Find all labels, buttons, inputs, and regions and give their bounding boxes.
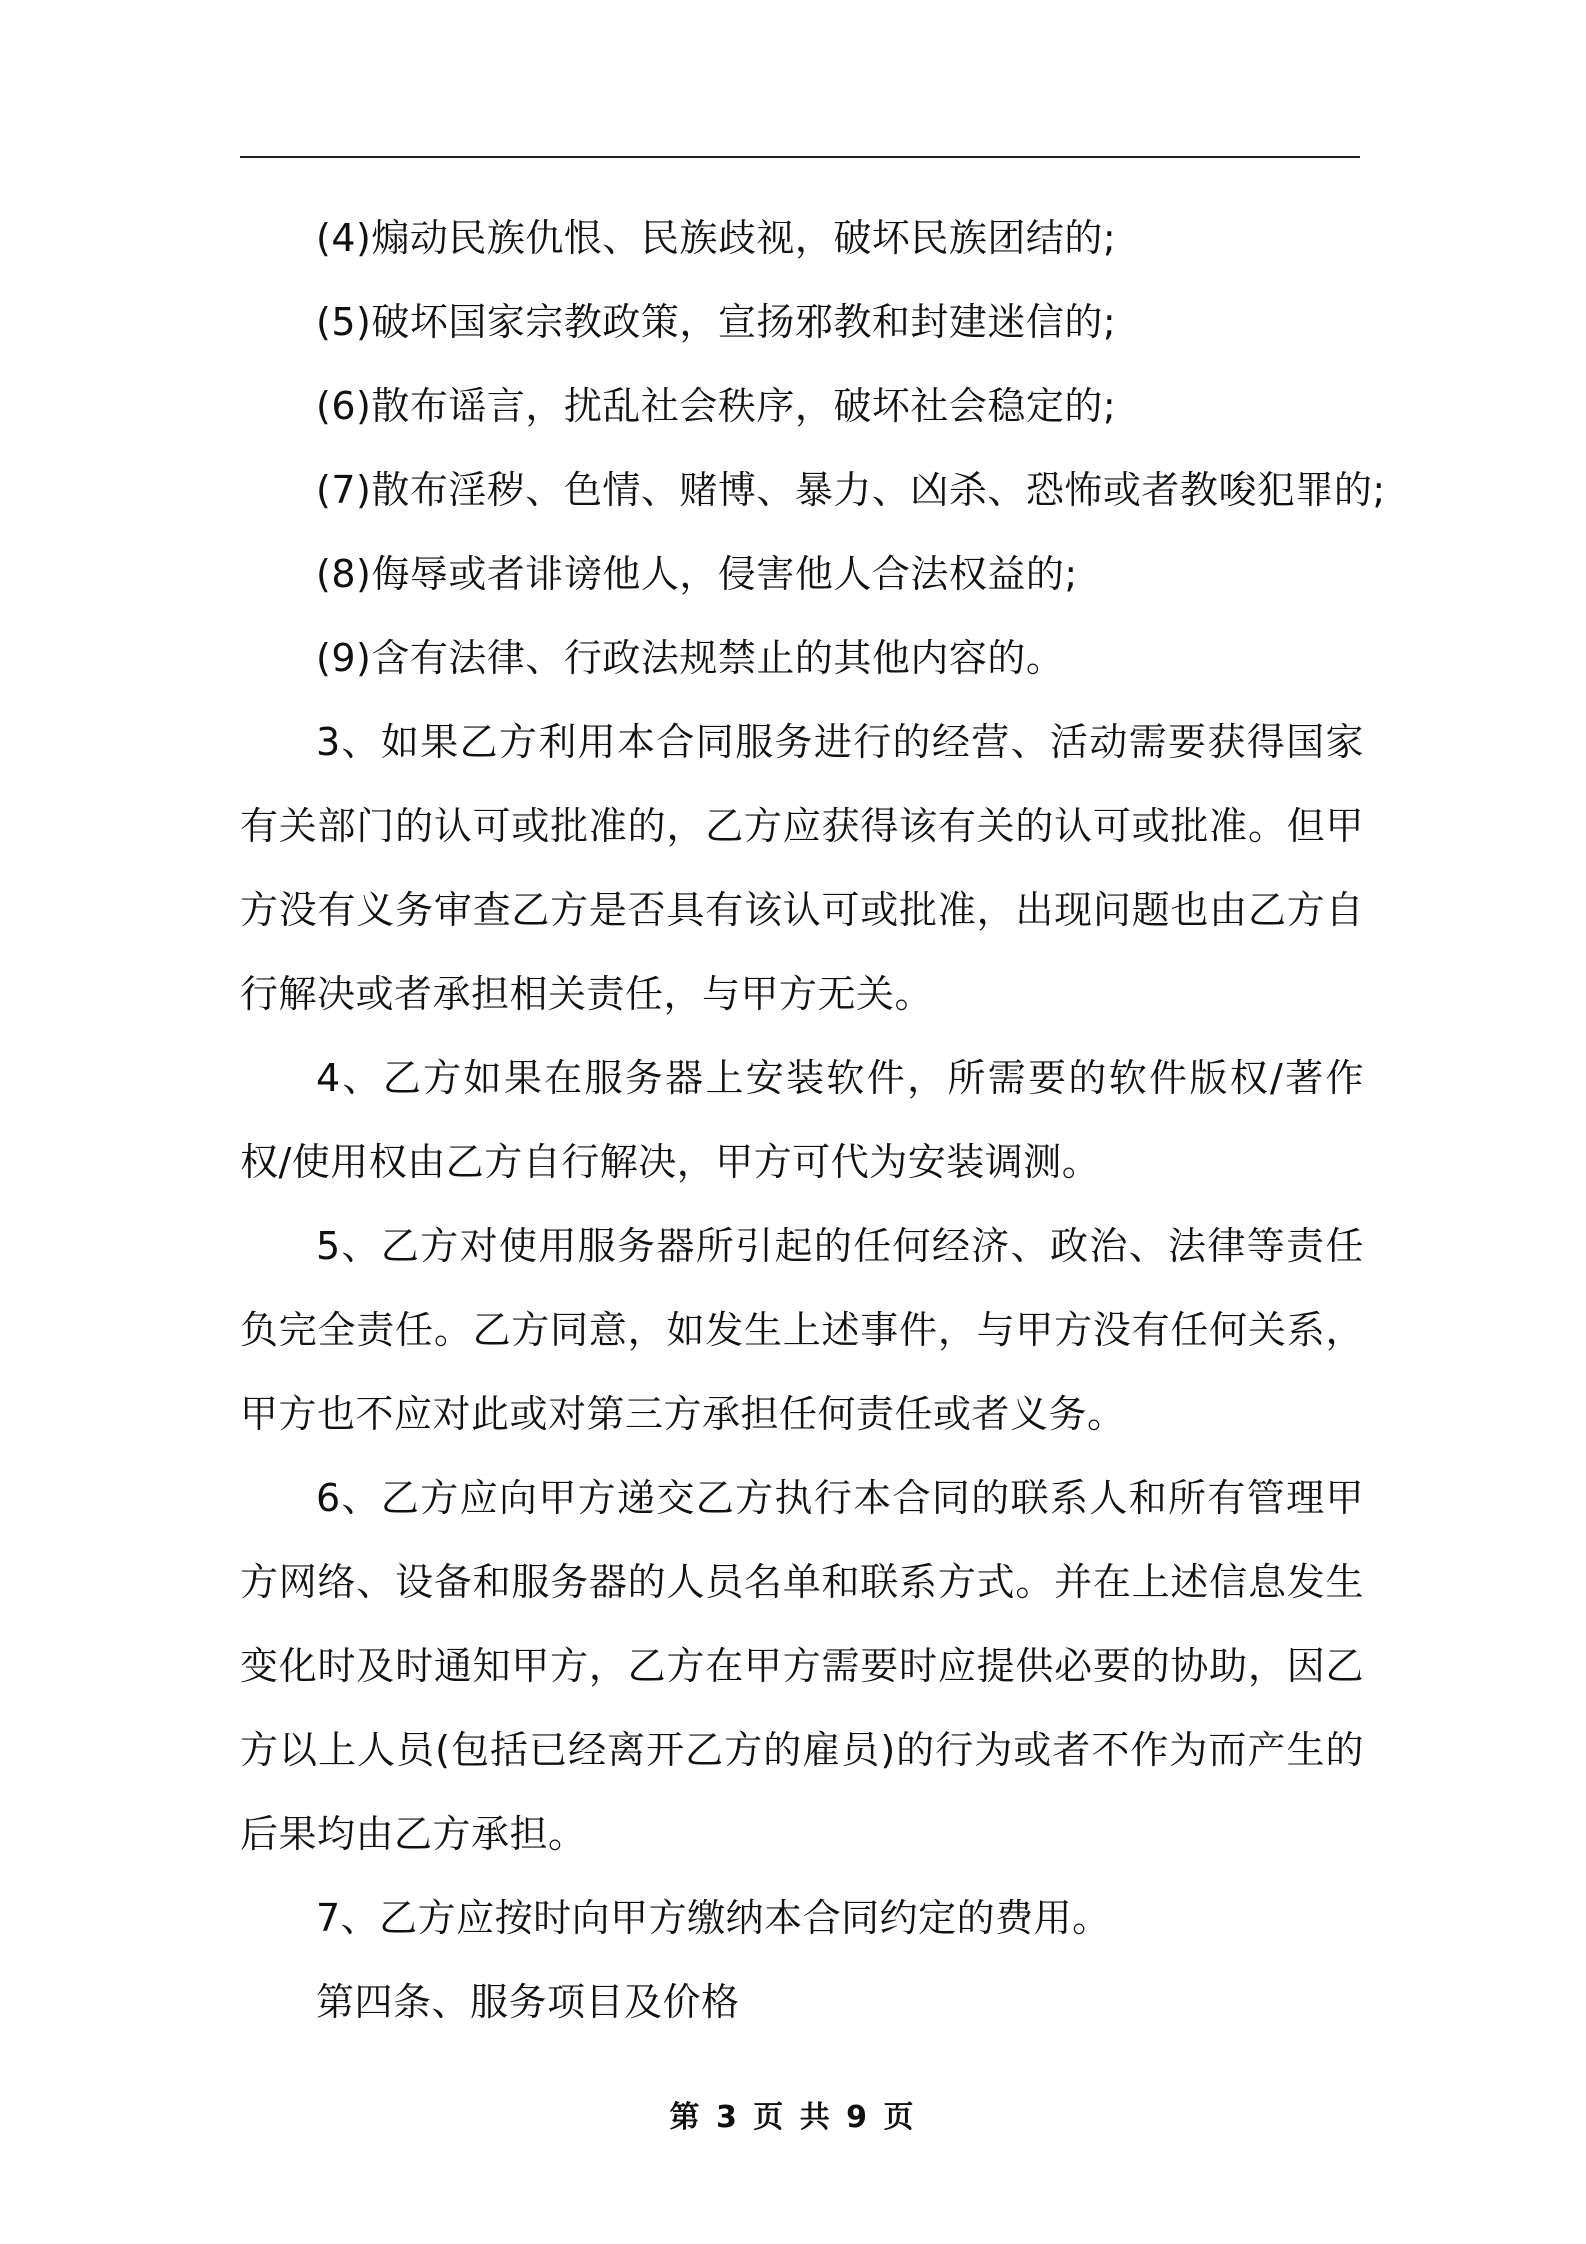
clause-5-paragraph: 5、乙方对使用服务器所引起的任何经济、政治、法律等责任负完全责任。乙方同意，如发生上述事件，与甲方没有任何关系，甲方也不应对此或对第三方承担任何责任或者义务。 <box>240 1224 1364 1436</box>
list-item-6: (6)散布谣言，扰乱社会秩序，破坏社会稳定的; <box>316 384 1117 428</box>
list-item-5: (5)破坏国家宗教政策，宣扬邪教和封建迷信的; <box>316 300 1117 344</box>
document-body <box>240 196 1386 2044</box>
list-item-4: (4)煽动民族仇恨、民族歧视，破坏民族团结的; <box>316 216 1117 260</box>
clause-4-paragraph: 4、乙方如果在服务器上安装软件，所需要的软件版权/著作权/使用权由乙方自行解决，甲方可代为安装调测。 <box>240 1056 1364 1184</box>
list-item-7: (7)散布淫秽、色情、赌博、暴力、凶杀、恐怖或者教唆犯罪的; <box>316 468 1386 512</box>
article-4-heading: 第四条、服务项目及价格 <box>316 1980 740 2024</box>
clause-3-paragraph: 3、如果乙方利用本合同服务进行的经营、活动需要获得国家有关部门的认可或批准的，乙方应获得该有关的认可或批准。但甲方没有义务审查乙方是否具有该认可或批准，出现问题也由乙方自行解决或者承担相关责任，与甲方无关。 <box>240 720 1364 1016</box>
clause-6-paragraph: 6、乙方应向甲方递交乙方执行本合同的联系人和所有管理甲方网络、设备和服务器的人员名单和联系方式。并在上述信息发生变化时及时通知甲方，乙方在甲方需要时应提供必要的协助，因乙方以上人员(包括已经离开乙方的雇员)的行为或者不作为而产生的后果均由乙方承担。 <box>240 1476 1364 1856</box>
list-item-9: (9)含有法律、行政法规禁止的其他内容的。 <box>316 636 1065 680</box>
list-item-8: (8)侮辱或者诽谤他人，侵害他人合法权益的; <box>316 552 1078 596</box>
clause-7-paragraph: 7、乙方应按时向甲方缴纳本合同约定的费用。 <box>316 1896 1111 1940</box>
page-number: 第 3 页 共 9 页 <box>669 2100 917 2135</box>
header-rule <box>240 156 1360 158</box>
